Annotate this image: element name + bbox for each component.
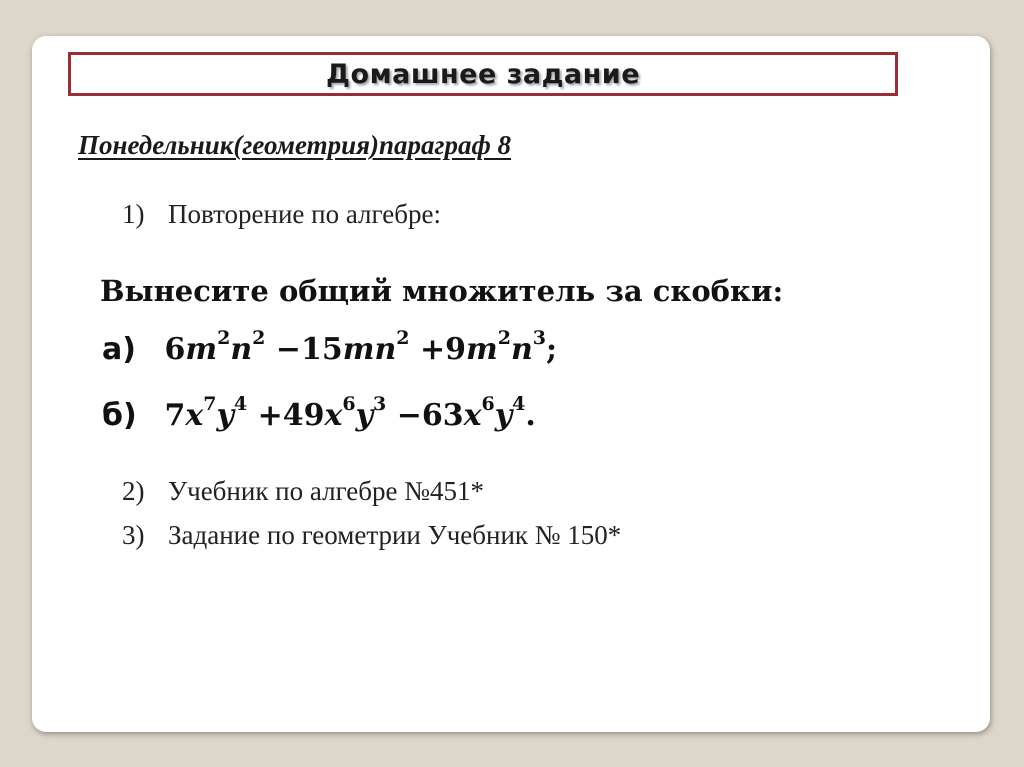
list-item-text: Повторение по алгебре: xyxy=(168,199,441,229)
title-box xyxy=(68,52,898,96)
task-heading: Вынесите общий множитель за скобки: xyxy=(100,274,784,308)
list-item-2 xyxy=(122,476,484,507)
expression-b-formula: $7x^7y^4 +49x^6y^3 -63x^6y^4$. xyxy=(164,393,536,433)
list-item-1 xyxy=(122,199,441,230)
slide-title: Домашнее задание xyxy=(325,58,641,90)
expression-a-formula: $6m^2n^2 -15mn^2 +9m^2n^3$; xyxy=(164,327,558,367)
slide-subtitle: Понедельник(геометрия)параграф 8 xyxy=(78,130,512,160)
slide xyxy=(32,36,990,732)
list-item-3 xyxy=(122,520,621,551)
expression-b-label: б) xyxy=(102,398,137,433)
expression-a-label: а) xyxy=(102,332,136,367)
list-item-text: Задание по геометрии Учебник № 150* xyxy=(168,520,622,550)
list-item-text: Учебник по алгебре №451* xyxy=(168,476,485,506)
list-item-number: 2) xyxy=(122,476,145,506)
list-item-number: 1) xyxy=(122,199,145,229)
list-item-number: 3) xyxy=(122,520,145,550)
expression-b xyxy=(102,393,536,433)
expression-a xyxy=(102,327,558,367)
